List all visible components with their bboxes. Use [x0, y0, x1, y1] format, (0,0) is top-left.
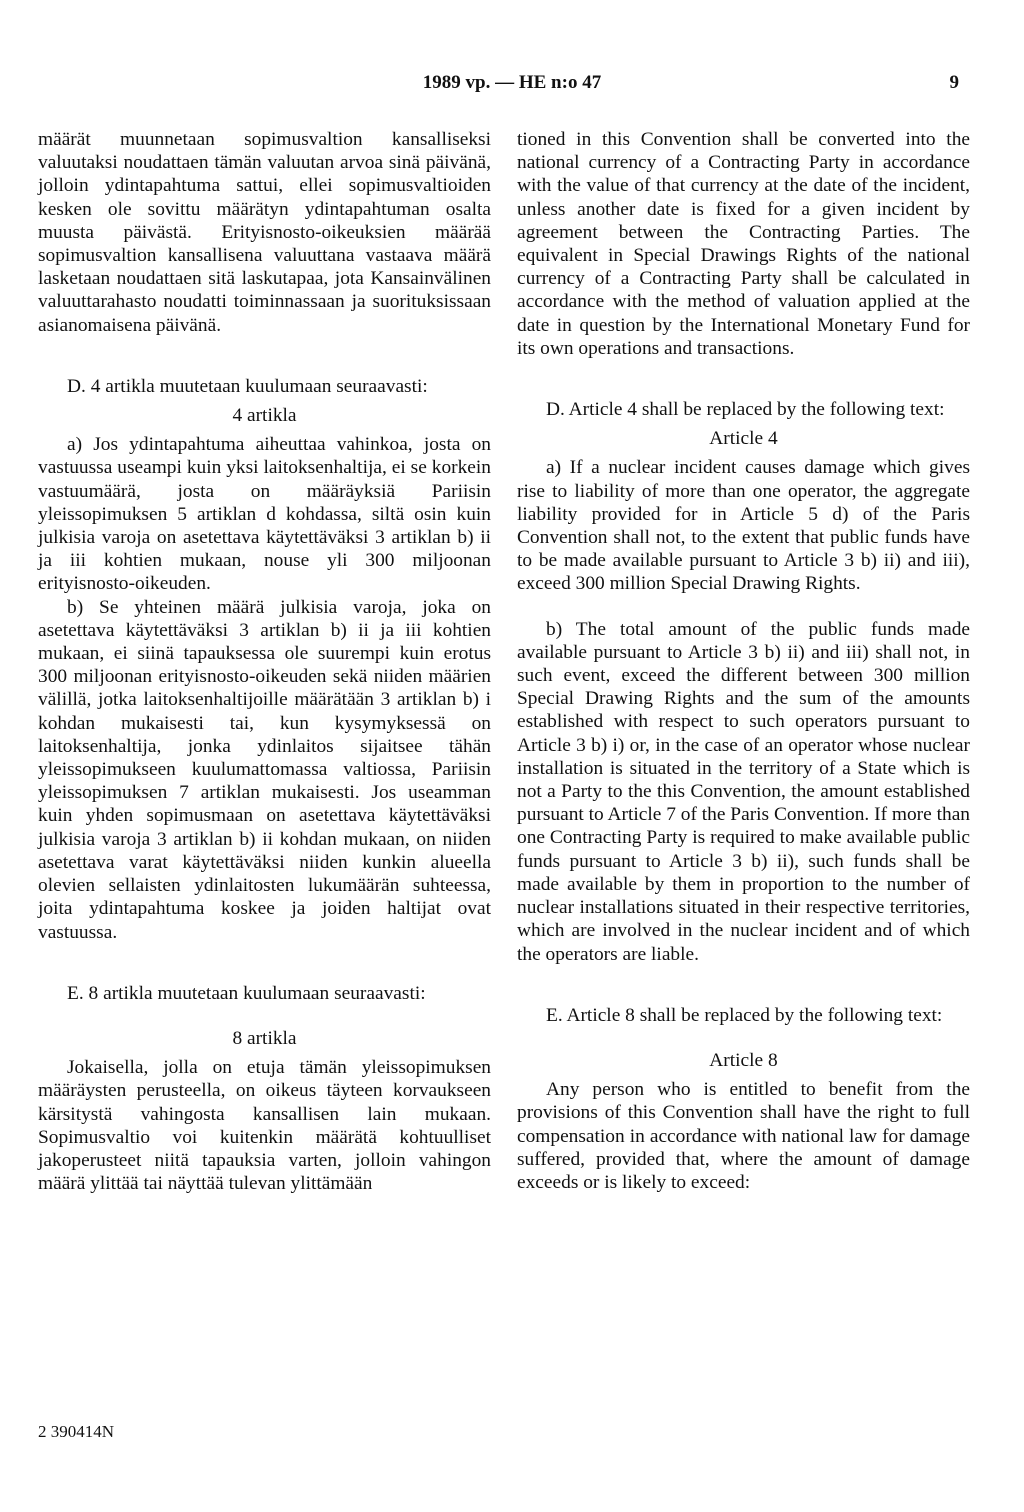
- right-section-e-intro: E. Article 8 shall be replaced by the following text:: [546, 1004, 943, 1026]
- left-article-4-point-b: b) Se yhteinen määrä julkisia varoja, joka on asetettava käytettäväksi 3 artiklan b) ii ja iii kohtien mukaan, ei siinä tapauksessa ole suurempi kuin erotus 300 miljoonan erityisnosto-oikeuden sekä niiden määrien välillä, jotka laitoksenhaltijoille määrätään 3 artiklan b) i kohdan mukaisesti tai, kun kysymyksessä on laitoksenhaltija, jonka ydinlaitos sijaitsee tähän yleissopimukseen kuulumattomassa valtiossa, Pariisin yleissopimuksen 7 artiklan mukaisesti. Jos useamman kuin yhden sopimusmaan on asetettava käytettäväksi julkisia varoja 3 artiklan b) ii kohdan mukaan, on niiden asetettava varat käytettäväksi niiden kunkin alueella olevien sellaisten ydinlaitosten lukumäärän suhteessa, joita ydintapahtuma koskee ja joiden haltijat ovat vastuussa.: [38, 596, 491, 943]
- left-section-e-intro: E. 8 artikla muutetaan kuulumaan seuraavasti:: [67, 982, 426, 1004]
- right-article-4-point-b: b) The total amount of the public funds made available pursuant to Article 3 b) ii) and iii) shall not, in such event, exceed the different between 300 million Special Drawing Rights and the sum of the amounts established with respect to such operators pursuant to Article 3 b) i) or, in the case of an operator whose nuclear installation is situated in the territory of a State which is not a Party to the this Convention, the amount established pursuant to Article 7 of the Paris Convention. If more than one Contracting Party is required to make available public funds pursuant to Article 3 b) ii), such funds shall be made available by them in proportion to the number of nuclear installations situated in their respective territories, which are involved in the nuclear incident and of which the operators are liable.: [517, 618, 970, 965]
- page-header: [0, 72, 1024, 100]
- left-paragraph-continuation: määrät muunnetaan sopimusvaltion kansalliseksi valuutaksi noudattaen tämän valuutan arvoa sinä päivänä, jolloin ydintapahtuma sattui, ellei sopimusvaltioiden kesken ole sovittu määrätyn ydintapahtuman osalta muusta päivästä. Erityisnosto-oikeuksien määrää sopimusvaltion kansallisena valuuttana vastaava määrä lasketaan noudattaen sitä laskutapaa, jota Kansainvälinen valuuttarahasto noudatti toiminnassaan ja suorituksissaan asianomaisena päivänä.: [38, 129, 491, 336]
- page-number: 9: [949, 72, 959, 93]
- left-article-4-point-a: a) Jos ydintapahtuma aiheuttaa vahinkoa, josta on vastuussa useampi kuin yksi laitoksenhaltija, ei se korkein vastuumäärä, josta on määräyksiä Pariisin yleissopimuksen 5 artiklan d kohdassa, siltä osin kuin julkisia varoja on asetettava käytettäväksi 3 artiklan b) ii ja iii kohtien mukaan, nouse yli 300 miljoonan erityisnosto-oikeuden.: [38, 434, 491, 595]
- left-article-8-text: Jokaisella, jolla on etuja tämän yleissopimuksen määräysten perusteella, on oikeus täyteen korvaukseen kärsitystä vahingosta kansallisen lain mukaan. Sopimusvaltio voi kuitenkin määrätä kohtuulliset jakoperusteet niitä tapauksia varten, jolloin vahingon määrä ylittää tai näyttää tulevan ylittämään: [38, 1057, 491, 1195]
- finnish-column: [38, 128, 491, 1195]
- left-article-4-heading: 4 artikla: [232, 405, 297, 427]
- right-article-4-point-a: a) If a nuclear incident causes damage which gives rise to liability of more than one operator, the aggregate liability provided for in Article 5 d) of the Paris Convention shall not, to the extent that public funds have to be made available pursuant to Article 3 b) ii) and iii), exceed 300 million Special Drawing Rights.: [517, 457, 970, 595]
- footer-print-code: 2 390414N: [38, 1422, 115, 1441]
- english-column: [517, 128, 970, 1194]
- right-article-8-heading: Article 8: [709, 1049, 778, 1071]
- right-article-4-heading: Article 4: [709, 428, 778, 450]
- right-article-8-text: Any person who is entitled to benefit from the provisions of this Convention shall have the right to full compensation in accordance with national law for damage suffered, provided that, where the amount of damage exceeds or is likely to exceed:: [517, 1079, 970, 1193]
- right-paragraph-continuation: tioned in this Convention shall be converted into the national currency of a Contracting Party in accordance with the value of that currency at the date of the incident, unless another date is fixed for a given incident by agreement between the Contracting Parties. The equivalent in Special Drawings Rights of the national currency of a Contracting Party shall be calculated in accordance with the method of valuation applied at the date in question by the International Monetary Fund for its own operations and transactions.: [517, 129, 970, 359]
- left-article-8-heading: 8 artikla: [232, 1027, 297, 1049]
- left-section-d-intro: D. 4 artikla muutetaan kuulumaan seuraavasti:: [67, 375, 428, 397]
- header-title: 1989 vp. — HE n:o 47: [422, 72, 602, 93]
- right-section-d-intro: D. Article 4 shall be replaced by the following text:: [546, 399, 945, 421]
